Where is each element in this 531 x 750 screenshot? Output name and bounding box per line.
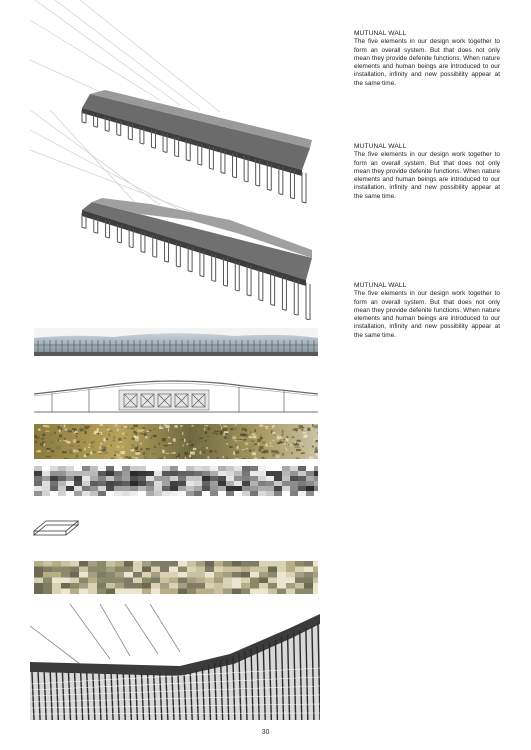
terrain-photo-strip	[34, 424, 318, 459]
section-heading: MUTUNAL WALL	[354, 30, 407, 37]
perspective-render-2	[30, 110, 320, 320]
plane-diagram	[32, 517, 82, 539]
section-body: The five elements in our design work together to form an overall system. But that does not only mean they provide defenite functions. When nature elements and human beings are introduced to our installation, infinity and new possibility appear at the same time.	[354, 151, 500, 200]
description-block-3	[354, 282, 500, 340]
interior-perspective-render	[30, 604, 320, 720]
description-block-2	[354, 143, 500, 201]
section-heading: MUTUNAL WALL	[354, 143, 407, 150]
pixel-terrain-strip	[34, 561, 318, 594]
section-drawing	[34, 372, 318, 414]
section-body: The five elements in our design work together to form an overall system. But that does not only mean they provide defenite functions. When nature elements and human beings are introduced to our installation, infinity and new possibility appear at the same time.	[354, 38, 500, 87]
page-number: 30	[261, 729, 270, 736]
description-block-1	[354, 30, 500, 88]
section-heading: MUTUNAL WALL	[354, 282, 407, 289]
pixel-pattern-strip	[34, 466, 318, 496]
section-body: The five elements in our design work together to form an overall system. But that does not only mean they provide defenite functions. When nature elements and human beings are introduced to our installation, infinity and new possibility appear at the same time.	[354, 290, 500, 339]
elevation-photo	[34, 328, 318, 356]
